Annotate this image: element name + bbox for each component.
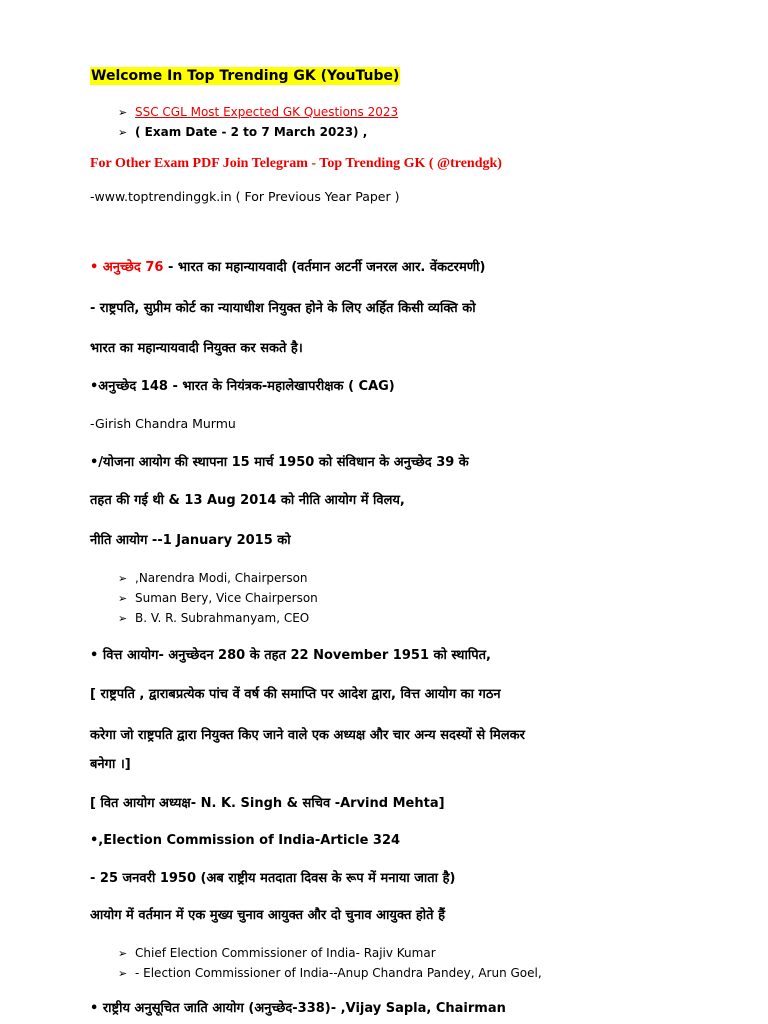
paragraph: बनेगा ।] xyxy=(90,757,131,772)
paragraph: तहत की गई थी & 13 Aug 2014 को नीति आयोग में विलय, xyxy=(90,493,405,508)
list-item-text: Chief Election Commissioner of India- Rajiv Kumar xyxy=(135,946,436,960)
bullet-dot-icon: • xyxy=(90,260,99,275)
paragraph: • वित्त आयोग- अनुच्छेदन 280 के तहत 22 November 1951 को स्थापित, xyxy=(90,648,491,663)
list-item-text: B. V. R. Subrahmanyam, CEO xyxy=(135,611,310,625)
arrow-bullet-icon: ➢ xyxy=(118,106,128,119)
arrow-bullet-icon: ➢ xyxy=(118,967,128,980)
list-item xyxy=(118,590,318,607)
list-item xyxy=(118,570,308,587)
list-item-text: - Election Commissioner of India--Anup Chandra Pandey, Arun Goel, xyxy=(135,966,542,980)
paragraph: •,Election Commission of India-Article 324 xyxy=(90,833,401,848)
niti-heading: नीति आयोग --1 January 2015 को xyxy=(90,533,291,548)
list-item xyxy=(118,965,542,982)
article-76-heading xyxy=(90,259,485,277)
cag-name: -Girish Chandra Murmu xyxy=(90,416,236,431)
website-line[interactable]: -www.toptrendinggk.in ( For Previous Year Paper ) xyxy=(90,189,400,204)
exam-date: ( Exam Date - 2 to 7 March 2023) , xyxy=(135,125,368,139)
article-148-heading: •अनुच्छेद 148 - भारत के नियंत्रक-महालेखापरीक्षक ( CAG) xyxy=(90,379,395,394)
ssc-link[interactable]: SSC CGL Most Expected GK Questions 2023 xyxy=(135,105,399,119)
document-title: Welcome In Top Trending GK (YouTube) xyxy=(91,68,400,84)
arrow-bullet-icon: ➢ xyxy=(118,572,128,585)
list-item-text: Suman Bery, Vice Chairperson xyxy=(135,591,318,605)
paragraph: [ वित आयोग अध्यक्ष- N. K. Singh & सचिव -Arvind Mehta] xyxy=(90,796,445,811)
bullet-item xyxy=(118,104,398,121)
paragraph: • राष्ट्रीय अनुसूचित जाति आयोग (अनुच्छेद-338)- ,Vijay Sapla, Chairman xyxy=(90,1001,506,1016)
telegram-line: For Other Exam PDF Join Telegram - Top Trending GK ( @trendgk) xyxy=(90,156,502,171)
article-76-text: - भारत का महान्यायवादी (वर्तमान अटर्नी जनरल आर. वेंकटरमणी) xyxy=(163,260,486,275)
paragraph: करेगा जो राष्ट्रपति द्वारा नियुक्त किए जाने वाले एक अध्यक्ष और चार अन्य सदस्यों से मिलकर xyxy=(90,728,525,743)
arrow-bullet-icon: ➢ xyxy=(118,592,128,605)
paragraph: •/योजना आयोग की स्थापना 15 मार्च 1950 को संविधान के अनुच्छेद 39 के xyxy=(90,455,469,470)
paragraph: भारत का महान्यायवादी नियुक्त कर सकते है। xyxy=(90,341,303,356)
paragraph: - 25 जनवरी 1950 (अब राष्ट्रीय मतदाता दिवस के रूप में मनाया जाता है) xyxy=(90,871,456,886)
list-item xyxy=(118,610,309,627)
article-76-label: अनुच्छेद 76 xyxy=(102,260,164,275)
bullet-item xyxy=(118,124,367,141)
paragraph: आयोग में वर्तमान में एक मुख्य चुनाव आयुक्त और दो चुनाव आयुक्त होते हैं xyxy=(90,908,445,923)
list-item xyxy=(118,945,436,962)
arrow-bullet-icon: ➢ xyxy=(118,612,128,625)
paragraph: - राष्ट्रपति, सुप्रीम कोर्ट का न्यायाधीश नियुक्त होने के लिए अर्हित किसी व्यक्ति को xyxy=(90,301,476,316)
paragraph: [ राष्ट्रपति , द्वाराबप्रत्येक पांच वें वर्ष की समाप्ति पर आदेश द्वारा, वित्त आयोग का गठन xyxy=(90,687,501,702)
arrow-bullet-icon: ➢ xyxy=(118,947,128,960)
list-item-text: ,Narendra Modi, Chairperson xyxy=(135,571,308,585)
arrow-bullet-icon: ➢ xyxy=(118,126,128,139)
